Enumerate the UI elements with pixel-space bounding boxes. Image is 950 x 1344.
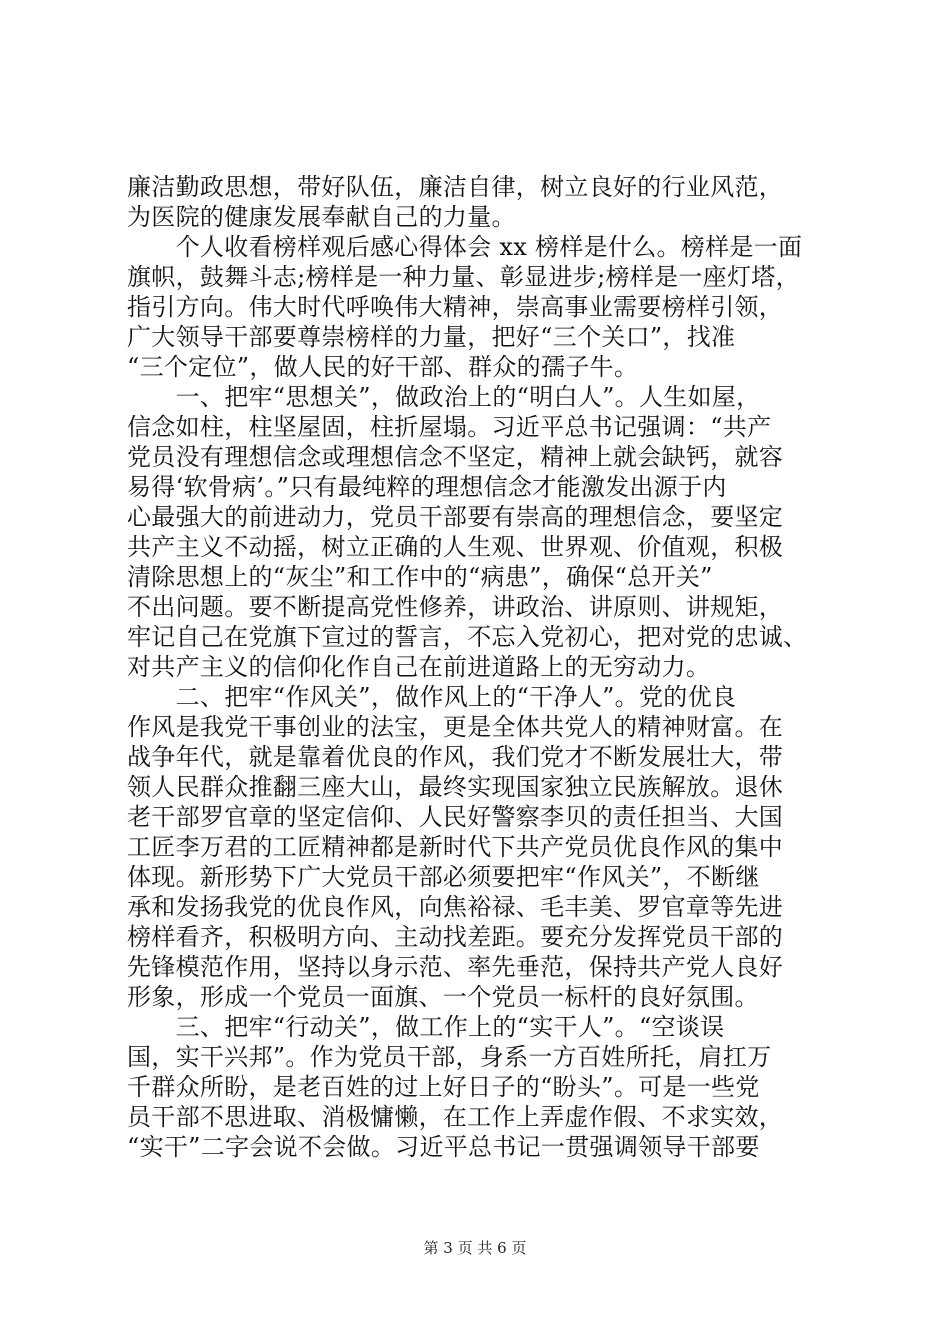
text-line: 战争年代，就是靠着优良的作风，我们党才不断发展壮大，带 <box>127 743 784 771</box>
text-line: 党员没有理想信念或理想信念不坚定，精神上就会缺钙，就容 <box>127 443 784 471</box>
text-line: 为医院的健康发展奉献自己的力量。 <box>127 203 516 231</box>
text-line: 一、把牢“思想关”，做政治上的“明白人”。人生如屋， <box>127 383 761 411</box>
text-line: 老干部罗官章的坚定信仰、人民好警察李贝的责任担当、大国 <box>127 803 784 831</box>
text-line: 千群众所盼，是老百姓的过上好日子的“盼头”。可是一些党 <box>127 1073 760 1101</box>
text-line: 不出问题。要不断提高党性修养，讲政治、讲原则、讲规矩， <box>127 593 784 621</box>
text-line: 牢记自己在党旗下宣过的誓言，不忘入党初心，把对党的忠诚、 <box>127 623 808 651</box>
text-line: “实干”二字会说不会做。习近平总书记一贯强调领导干部要 <box>127 1133 760 1161</box>
text-line: 个人收看榜样观后感心得体会 xx 榜样是什么。榜样是一面 <box>127 233 803 261</box>
text-line: 廉洁勤政思想，带好队伍，廉洁自律，树立良好的行业风范， <box>127 173 784 201</box>
text-line: 形象，形成一个党员一面旗、一个党员一标杆的良好氛围。 <box>127 983 759 1011</box>
text-line: “三个定位”，做人民的好干部、群众的孺子牛。 <box>127 353 639 381</box>
text-line: 清除思想上的“灰尘”和工作中的“病患”，确保“总开关” <box>127 563 713 591</box>
text-line: 先锋模范作用，坚持以身示范、率先垂范，保持共产党人良好 <box>127 953 784 981</box>
body-text <box>127 172 827 1162</box>
text-line: 共产主义不动摇，树立正确的人生观、世界观、价值观，积极 <box>127 533 784 561</box>
text-line: 广大领导干部要尊崇榜样的力量，把好“三个关口”，找准 <box>127 323 736 351</box>
text-line: 三、把牢“行动关”，做工作上的“实干人”。“空谈误 <box>127 1013 725 1041</box>
text-line: 承和发扬我党的优良作风，向焦裕禄、毛丰美、罗官章等先进 <box>127 893 784 921</box>
page-number-footer: 第 3 页 共 6 页 <box>423 1239 527 1257</box>
text-line: 信念如柱，柱坚屋固，柱折屋塌。习近平总书记强调：“共产 <box>127 413 772 441</box>
text-line: 对共产主义的信仰化作自己在前进道路上的无穷动力。 <box>127 653 711 681</box>
text-line: 二、把牢“作风关”，做作风上的“干净人”。党的优良 <box>127 683 737 711</box>
text-line: 工匠李万君的工匠精神都是新时代下共产党员优良作风的集中 <box>127 833 784 861</box>
text-line: 体现。新形势下广大党员干部必须要把牢“作风关”，不断继 <box>127 863 760 891</box>
text-line: 旗帜，鼓舞斗志;榜样是一种力量、彰显进步;榜样是一座灯塔， <box>127 263 800 291</box>
text-line: 作风是我党干事创业的法宝，更是全体共党人的精神财富。在 <box>127 713 784 741</box>
text-line: 领人民群众推翻三座大山，最终实现国家独立民族解放。退休 <box>127 773 784 801</box>
text-line: 榜样看齐，积极明方向、主动找差距。要充分发挥党员干部的 <box>127 923 784 951</box>
text-line: 员干部不思进取、消极慵懒，在工作上弄虚作假、不求实效， <box>127 1103 784 1131</box>
text-line: 国，实干兴邦”。作为党员干部，身系一方百姓所托，肩扛万 <box>127 1043 772 1071</box>
text-line: 心最强大的前进动力，党员干部要有崇高的理想信念，要坚定 <box>127 503 784 531</box>
text-line: 易得‘软骨病’。”只有最纯粹的理想信念才能激发出源于内 <box>127 473 727 501</box>
text-line: 指引方向。伟大时代呼唤伟大精神，崇高事业需要榜样引领， <box>127 293 784 321</box>
